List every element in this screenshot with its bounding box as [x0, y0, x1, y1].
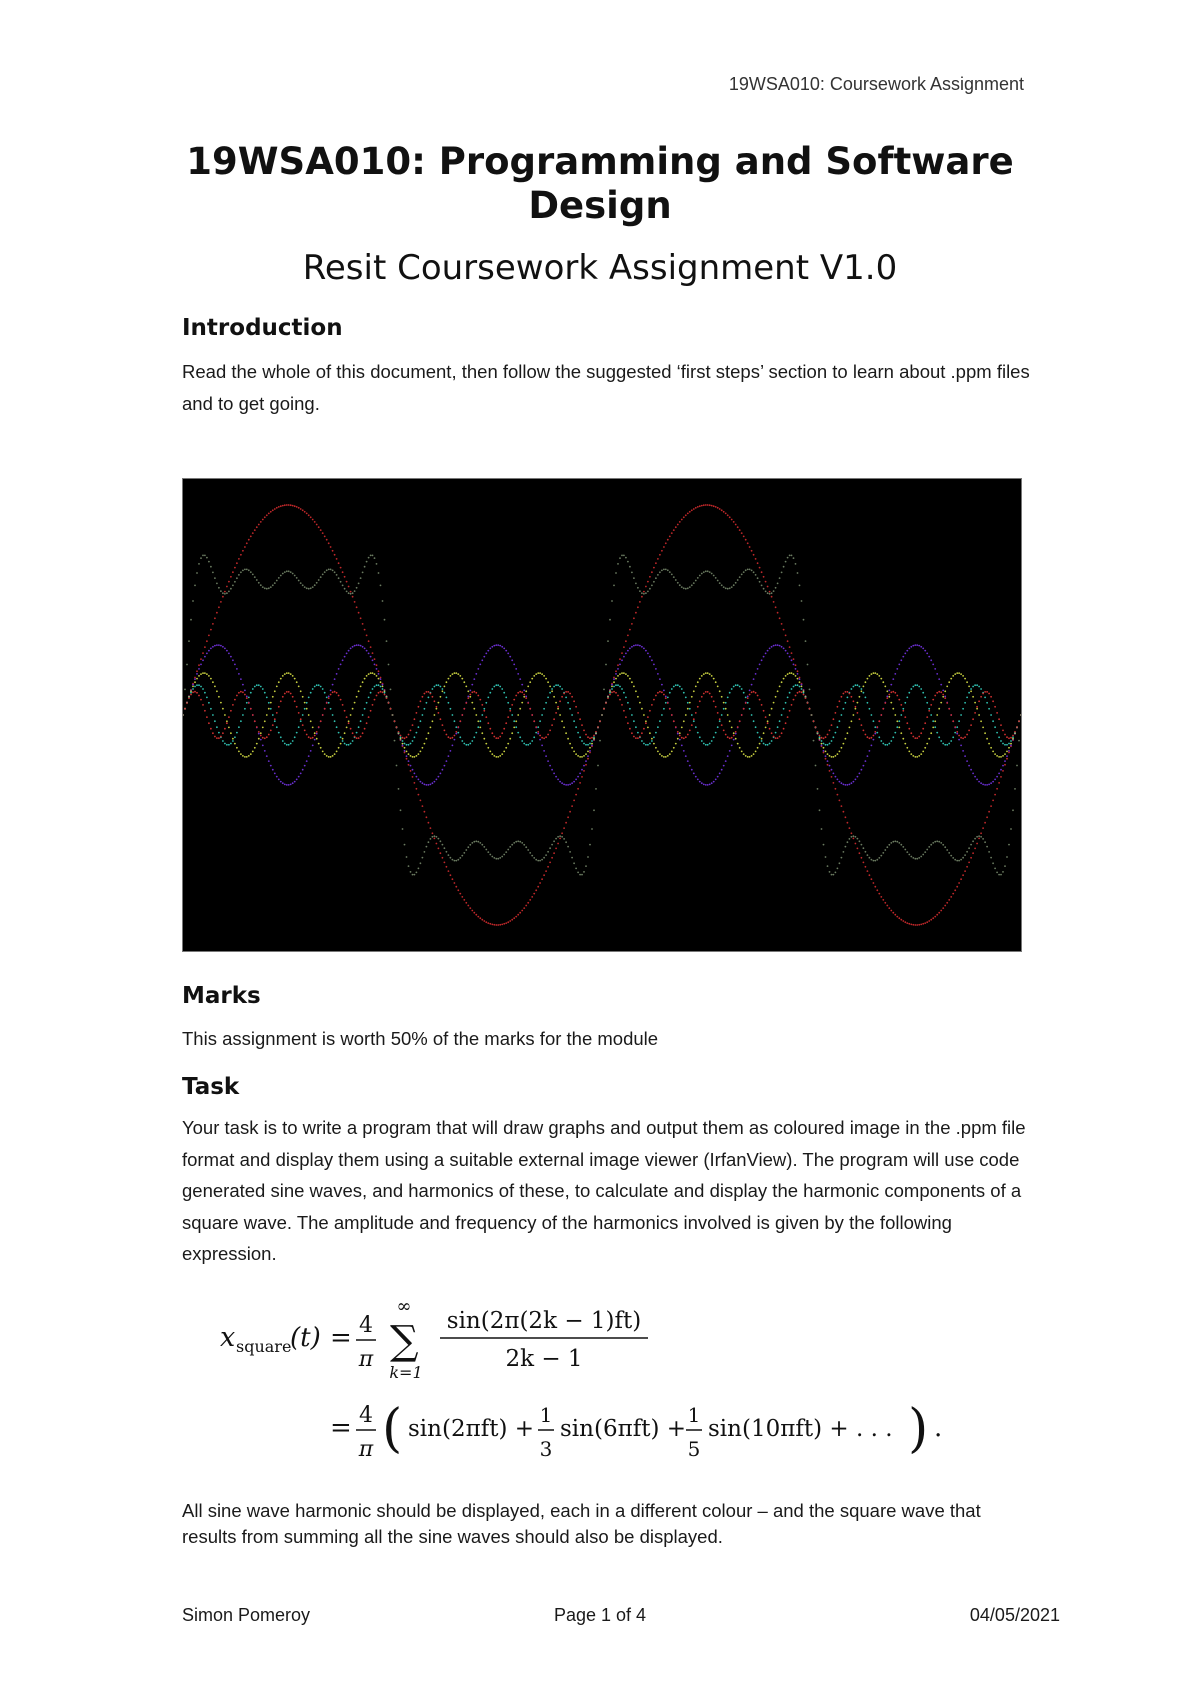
document-title: 19WSA010: Programming and Software Design — [186, 140, 1014, 227]
task-closing-text: All sine wave harmonic should be displayed, each in a different colour – and the square wave that results from summing all the sine waves should also be displayed. — [182, 1500, 981, 1547]
eq-lhs-symbol: x — [220, 1322, 236, 1353]
eq-third-den: 3 — [539, 1437, 553, 1461]
eq-equals-1: = — [330, 1323, 352, 1353]
eq-coef-num-1: 4 — [359, 1313, 373, 1338]
eq-close-paren: ) — [908, 1399, 929, 1459]
eq-sum-symbol: ∑ — [390, 1318, 419, 1364]
task-heading: Task — [182, 1074, 240, 1100]
eq-sum-lower: k=1 — [389, 1363, 423, 1382]
eq-coef-den-2: π — [358, 1437, 374, 1462]
eq-end-dot: . — [934, 1413, 943, 1443]
eq-term-3: sin(10πft) + . . . — [708, 1416, 893, 1442]
marks-text: This assignment is worth 50% of the marks for the module — [182, 1028, 659, 1049]
eq-sum-upper: ∞ — [396, 1296, 412, 1317]
eq-open-paren: ( — [382, 1399, 403, 1459]
document-subtitle: Resit Coursework Assignment V1.0 — [302, 248, 898, 288]
harmonics-plot — [183, 479, 1021, 951]
running-header: 19WSA010: Coursework Assignment — [728, 74, 1024, 94]
eq-coef-num-2: 4 — [359, 1403, 373, 1428]
task-text: Your task is to write a program that will draw graphs and output them as coloured image in the .ppm file format and display them using a suitable external image viewer (IrfanView). The program will use code generated sine waves, and harmonics of these, to calculate and display the harmonic components of a square wave. The amplitude and frequency of the harmonics involved is given by the following expression. — [182, 1117, 1026, 1264]
introduction-heading: Introduction — [182, 315, 343, 341]
square-wave-equation — [218, 1288, 1038, 1488]
eq-lhs-subscript: square — [236, 1337, 292, 1356]
eq-fifth-den: 5 — [687, 1437, 701, 1461]
eq-term-1: sin(2πft) + — [408, 1416, 535, 1442]
footer-date: 04/05/2021 — [969, 1605, 1060, 1625]
introduction-text: Read the whole of this document, then follow the suggested ‘first steps’ section to learn about .ppm files and to get going. — [182, 361, 1030, 414]
eq-fifth-num: 1 — [687, 1403, 701, 1427]
marks-heading: Marks — [182, 983, 261, 1009]
eq-frac-num: sin(2π(2k − 1)ft) — [446, 1308, 642, 1334]
footer-page-number: Page 1 of 4 — [553, 1605, 647, 1625]
eq-third-num: 1 — [539, 1403, 553, 1427]
footer-author: Simon Pomeroy — [182, 1605, 311, 1625]
eq-frac-den: 2k − 1 — [505, 1346, 583, 1372]
harmonics-figure — [182, 478, 1022, 952]
eq-term-2: sin(6πft) + — [560, 1416, 687, 1442]
eq-coef-den-1: π — [358, 1347, 374, 1372]
eq-equals-2: = — [330, 1413, 352, 1443]
eq-lhs-arg: (t) — [290, 1323, 321, 1353]
